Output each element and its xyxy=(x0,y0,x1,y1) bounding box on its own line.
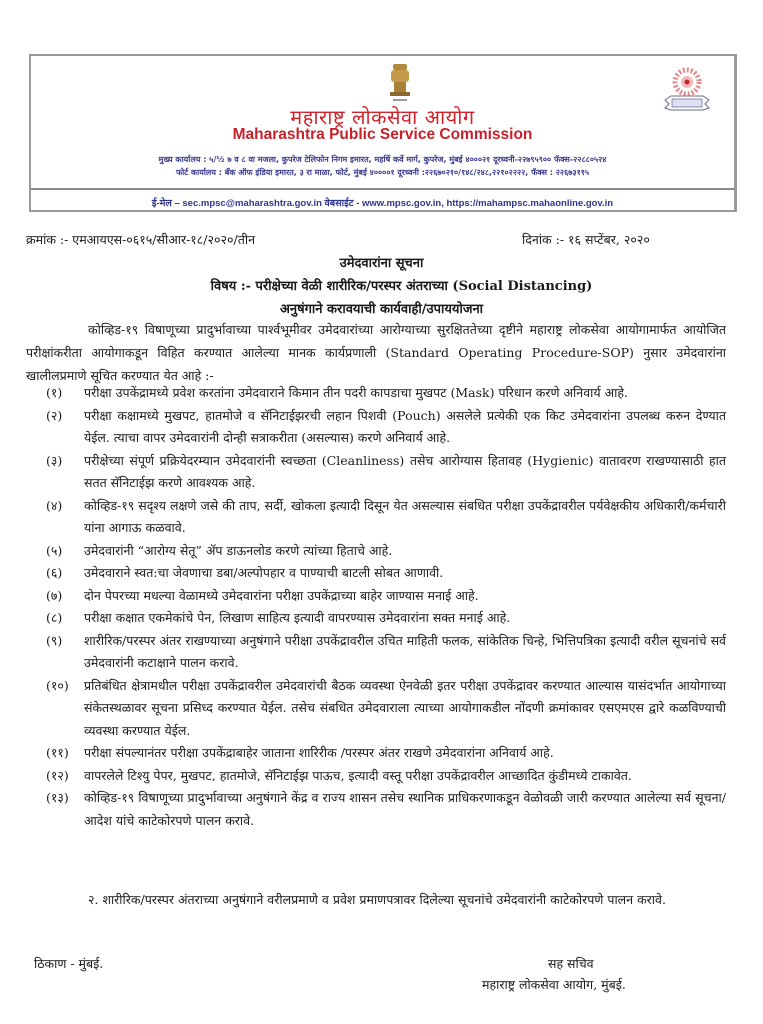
list-item-number: (१) xyxy=(46,385,63,400)
list-item xyxy=(26,787,726,832)
list-item-text: परीक्षा संपल्यानंतर परीक्षा उपकेंद्राबाहेर जाताना शारिरीक /परस्पर अंतर राखणे उमेदवारांना अनिवार्य आहे. xyxy=(84,745,554,760)
list-item-number: (२) xyxy=(46,407,63,423)
list-item xyxy=(26,585,726,608)
reference-date: दिनांक :- १६ सप्टेंबर, २०२० xyxy=(522,232,650,247)
list-item xyxy=(26,630,726,675)
list-item xyxy=(26,405,726,450)
org-name-english: Maharashtra Public Service Commission xyxy=(232,126,533,143)
state-emblem-icon xyxy=(387,62,413,104)
list-item-number: (७) xyxy=(46,587,63,603)
signatory-office: महाराष्ट्र लोकसेवा आयोग, मुंबई. xyxy=(482,977,626,992)
list-item-text: दोन पेपरच्या मधल्या वेळामध्ये उमेदवारांना परीक्षा उपकेंद्राच्या बाहेर जाण्यास मनाई आहे. xyxy=(84,587,479,603)
list-item-number: (८) xyxy=(46,610,63,625)
list-item-text: परीक्षा उपकेंद्रामध्ये प्रवेश करतांना उमेदवाराने किमान तीन पदरी कापडाचा मुखपट (Mask) परिधान करणे अनिवार्य आहे. xyxy=(84,385,628,400)
subject-line-2: अनुषंगाने करावयाची कार्यवाही/उपाययोजना xyxy=(279,302,484,317)
list-item-number: (४) xyxy=(46,497,63,513)
list-item-number: (१२) xyxy=(46,767,69,783)
place-label: ठिकाण - मुंबई. xyxy=(34,956,104,971)
list-item-text: परीक्षा कक्षामध्ये मुखपट, हातमोजे व सॅनिटाईझरची लहान पिशवी (Pouch) असलेले प्रत्येकी एक किट उमेदवारांना उपलब्ध करुन देण्यात येईल. त्याचा वापर उमेदवारांनी दोन्ही सत्राकरीता (असल्यास) करणे अनिवार्य आहे. xyxy=(84,407,726,445)
head-office-address: मुख्य कार्यालय : ५/½ ७ व ८ वा मजला, कुपरेज टेलिफोन निगम इमारत, महर्षि कर्वे मार्ग, कुपरेज, मुंबई ४०००२१ दूरध्वनी-२२७९५९०० फॅक्स-२२८८०५२४ xyxy=(158,155,607,164)
list-item xyxy=(26,607,726,630)
list-item-text: प्रतिबंधित क्षेत्रामधील परीक्षा उपकेंद्रावरील उमेदवारांची बैठक व्यवस्था ऐनवेळी इतर परीक्षा उपकेंद्रावर करण्यात आल्यास यासंदर्भात आयोगाच्या संकेतस्थळावर सूचना प्रसिध्द करण्यात येईल. तसेच संबधित उमेदवाराला त्याच्या आयोगाकडील नोंदणी क्रमांकावर एसएमएस द्वारे कळविण्याची व्यवस्था करण्यात येईल. xyxy=(84,677,726,738)
instruction-list xyxy=(26,382,726,832)
list-item-text: शारीरिक/परस्पर अंतर राखण्याच्या अनुषंगाने परीक्षा उपकेंद्रावरील उचित माहिती फलक, सांकेतिक चिन्हे, भित्तिपत्रिका इत्यादी वरील सूचनांचे सर्व उमेदवारांनी कटाक्षाने पालन करावे. xyxy=(84,632,726,670)
signatory-designation: सह सचिव xyxy=(548,956,594,971)
list-item-number: (३) xyxy=(46,452,63,468)
letterhead-divider xyxy=(31,188,734,190)
list-item xyxy=(26,562,726,585)
list-item-number: (१०) xyxy=(46,677,69,693)
list-item-text: कोव्हिड-१९ सदृश्य लक्षणे जसे की ताप, सर्दी, खोकला इत्यादी दिसून येत असल्यास संबधित परीक्षा उपकेंद्रावरील पर्यवेक्षकीय अधिकारी/कर्मचारी यांना आगाऊ कळवावे. xyxy=(84,497,726,535)
list-item xyxy=(26,765,726,788)
list-item xyxy=(26,540,726,563)
fort-office-address: फोर्ट कार्यालय : बँक ऑफ इंडिया इमारत, ३ रा माळा, फोर्ट, मुंबई ४००००१ दूरध्वनी :२२६७०२१०/१४८/२४८,२२१०२२२२, फॅक्स : २२६७३११५ xyxy=(175,168,590,177)
reference-number: क्रमांक :- एमआयएस-०६१५/सीआर-१८/२०२०/तीन xyxy=(26,232,256,247)
list-item-number: (६) xyxy=(46,565,63,580)
list-item xyxy=(26,495,726,540)
closing-paragraph: २. शारीरिक/परस्पर अंतराच्या अनुषंगाने वरीलप्रमाणे व प्रवेश प्रमाणपत्रावर दिलेल्या सूचनांचे उमेदवारांनी काटेकोरपणे पालन करावे. xyxy=(88,892,666,907)
list-item-number: (१३) xyxy=(46,790,69,805)
list-item-text: कोव्हिड-१९ विषाणूच्या प्रादुर्भावाच्या अनुषंगाने केंद्र व राज्य शासन तसेच स्थानिक प्राधिकरणाकडून वेळोवळी जारी करण्यात आलेल्या सर्व सूचना/आदेश यांचे काटेकोरपणे पालन करावे. xyxy=(84,790,726,828)
list-item-text: परीक्षेच्या संपूर्ण प्रक्रियेदरम्यान उमेदवारांनी स्वच्छता (Cleanliness) तसेच आरोग्यास हितावह (Hygienic) वातावरण राखण्यासाठी हात सतत सॅनिटाईझ करणे आवश्यक आहे. xyxy=(84,452,726,490)
contact-line: ई-मेल – sec.mpsc@maharashtra.gov.in वेबसाईट - www.mpsc.gov.in, https://mahampsc.mahaonline.gov.in xyxy=(151,198,614,209)
list-item xyxy=(26,742,726,765)
notice-title: उमेदवारांना सूचना xyxy=(339,256,424,271)
list-item-number: (९) xyxy=(46,632,63,648)
list-item-number: (५) xyxy=(46,542,63,558)
list-item xyxy=(26,450,726,495)
list-item xyxy=(26,382,726,405)
letterhead xyxy=(29,54,737,212)
list-item-text: उमेदवारांनी “आरोग्य सेतू” ॲप डाऊनलोड करणे त्यांच्या हिताचे आहे. xyxy=(84,542,393,558)
list-item-number: (११) xyxy=(46,745,69,760)
org-name-marathi: महाराष्ट्र लोकसेवा आयोग xyxy=(290,105,475,129)
intro-paragraph: कोव्हिड-१९ विषाणूच्या प्रादुर्भावाच्या पार्श्वभूमीवर उमेदवारांच्या आरोग्याच्या सुरक्षिततेच्या दृष्टीने महाराष्ट्र लोकसेवा आयोगामार्फत आयोजित परीक्षांकरीता आयोगाकडून विहित करण्यात आलेल्या मानक कार्यप्रणाली (Standard Operating Procedure-SOP) नुसार उमेदवारांना खालीलप्रमाणे सूचित करण्यात येत आहे :- xyxy=(26,322,726,383)
list-item-text: वापरलेले टिश्यु पेपर, मुखपट, हातमोजे, सॅनिटाईझ पाऊच, इत्यादी वस्तू परीक्षा उपकेंद्रावरील आच्छादित कुंडीमध्ये टाकावेत. xyxy=(84,767,632,783)
list-item-text: उमेदवाराने स्वत:चा जेवणाचा डबा/अल्पोपहार व पाण्याची बाटली सोबत आणावी. xyxy=(84,565,444,580)
list-item xyxy=(26,675,726,743)
subject-line-1: विषय :- परीक्षेच्या वेळी शारीरिक/परस्पर अंतराच्या (Social Distancing) xyxy=(210,279,593,294)
list-item-text: परीक्षा कक्षात एकमेकांचे पेन, लिखाण साहित्य इत्यादी वापरण्यास उमेदवारांना सक्त मनाई आहे. xyxy=(84,610,511,625)
